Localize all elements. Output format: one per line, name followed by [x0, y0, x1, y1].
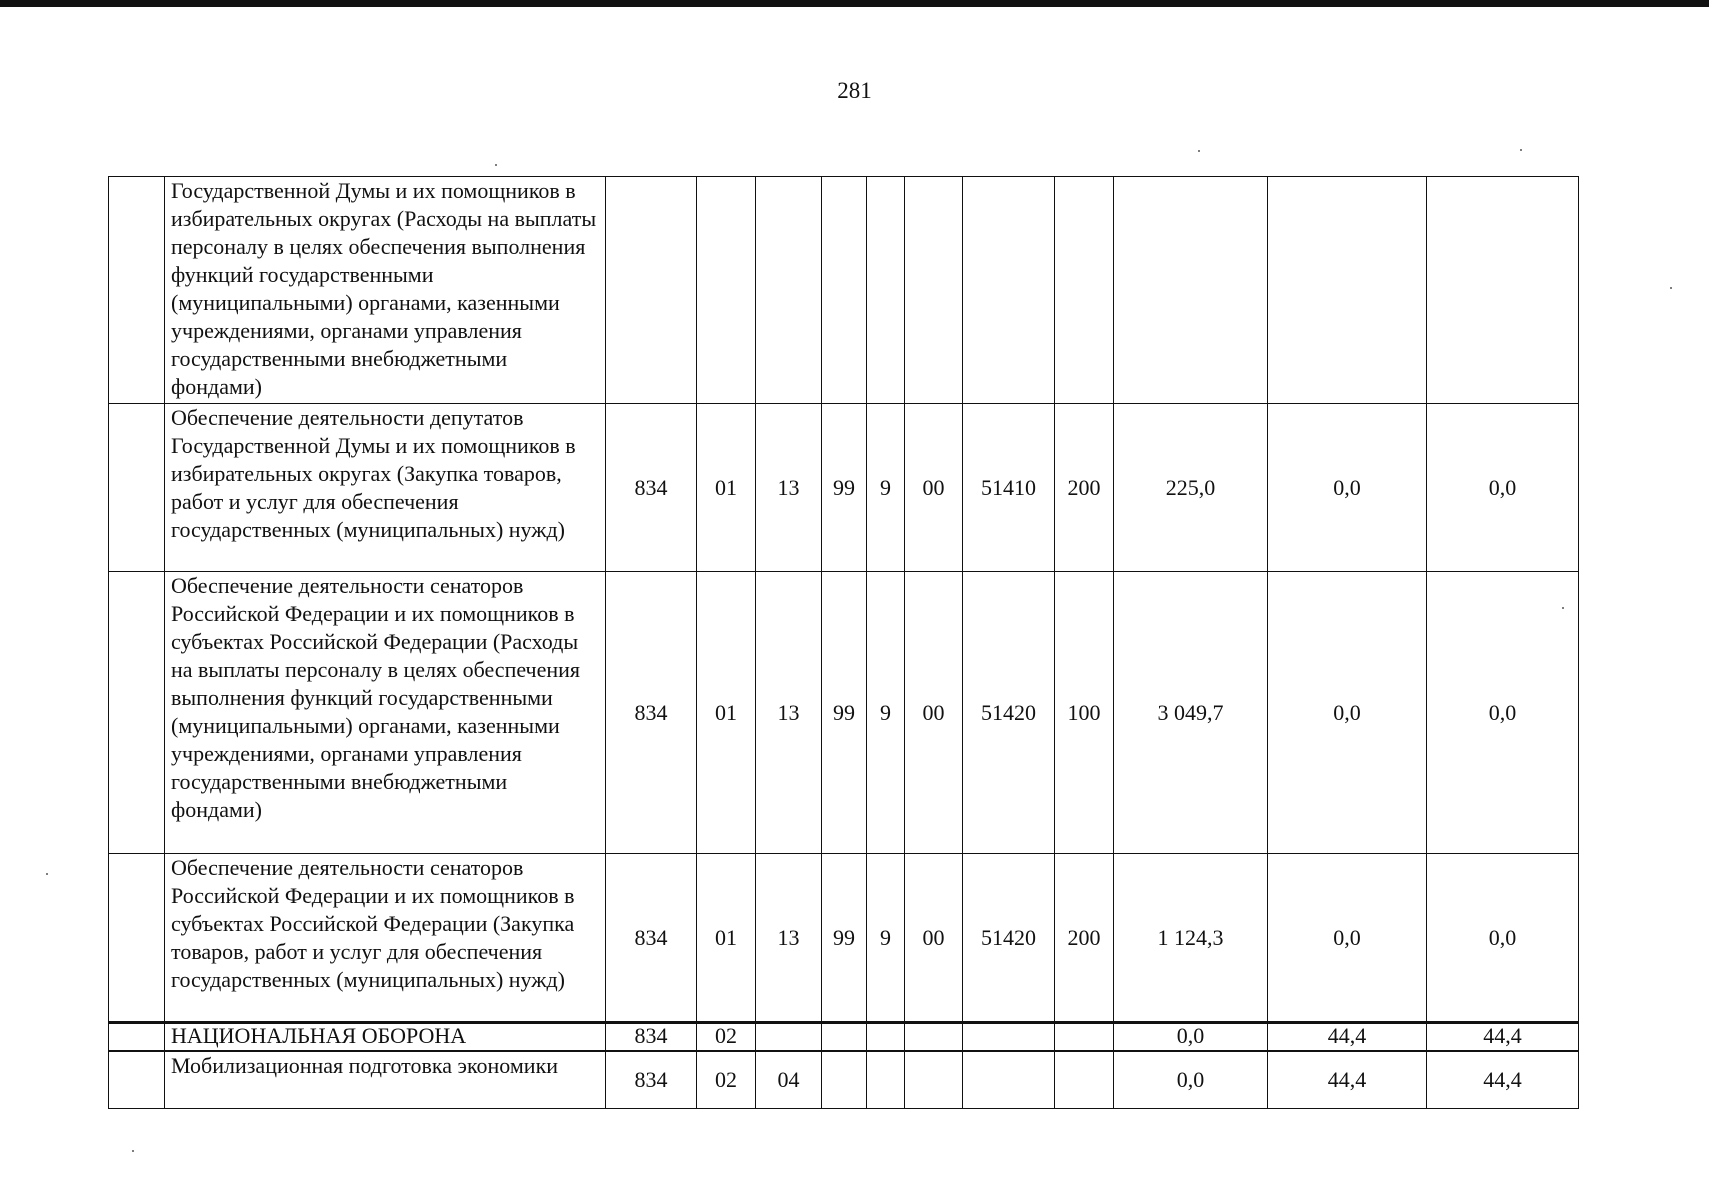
rz-cell: 01 — [697, 404, 756, 572]
pr-cell: 13 — [756, 572, 822, 854]
sum-year3-cell: 0,0 — [1427, 854, 1579, 1023]
csr-program-cell: 99 — [822, 854, 867, 1023]
ved-cell: 834 — [606, 1051, 697, 1109]
sum-year3-cell: 0,0 — [1427, 404, 1579, 572]
vr-cell: 100 — [1055, 572, 1114, 854]
csr-program-cell — [822, 1023, 867, 1051]
table-row — [109, 1023, 1579, 1051]
rz-cell: 02 — [697, 1023, 756, 1051]
sum-year2-cell — [1268, 177, 1427, 404]
sum-year2-cell: 0,0 — [1268, 854, 1427, 1023]
description-cell: Обеспечение деятельности сенаторов Российской Федерации и их помощников в субъектах Российской Федерации (Закупка товаров, работ и услуг для обеспечения государственных (муниципальных) нужд) — [165, 854, 606, 1023]
rz-cell: 01 — [697, 854, 756, 1023]
csr-event-cell: 00 — [905, 854, 963, 1023]
csr-program-cell: 99 — [822, 404, 867, 572]
vr-cell — [1055, 1023, 1114, 1051]
csr-subprogram-cell — [867, 1051, 905, 1109]
sum-year1-cell: 1 124,3 — [1114, 854, 1268, 1023]
ved-cell: 834 — [606, 854, 697, 1023]
sum-year2-cell: 44,4 — [1268, 1023, 1427, 1051]
pr-cell — [756, 1023, 822, 1051]
description-cell: Обеспечение деятельности сенаторов Российской Федерации и их помощников в субъектах Российской Федерации (Расходы на выплаты персоналу в целях обеспечения выполнения функций государственными (муниципальными) органами, казенными учреждениями, органами управления государственными внебюджетными фондами) — [165, 572, 606, 854]
pr-cell: 13 — [756, 854, 822, 1023]
csr-event-cell — [905, 1023, 963, 1051]
table-row — [109, 404, 1579, 572]
description-cell: НАЦИОНАЛЬНАЯ ОБОРОНА — [165, 1023, 606, 1051]
sum-year3-cell: 44,4 — [1427, 1023, 1579, 1051]
scan-speck — [132, 1150, 134, 1152]
csr-subprogram-cell — [867, 1023, 905, 1051]
sum-year2-cell: 0,0 — [1268, 572, 1427, 854]
scan-speck — [46, 873, 48, 875]
table-row — [109, 1051, 1579, 1109]
table-row — [109, 177, 1579, 404]
rz-cell: 02 — [697, 1051, 756, 1109]
scan-speck — [1198, 150, 1200, 152]
row-index-cell — [109, 1023, 165, 1051]
sum-year3-cell: 44,4 — [1427, 1051, 1579, 1109]
vr-cell — [1055, 1051, 1114, 1109]
row-index-cell — [109, 854, 165, 1023]
pr-cell — [756, 177, 822, 404]
rz-cell — [697, 177, 756, 404]
budget-table — [108, 176, 1579, 1109]
csr-event-cell: 00 — [905, 404, 963, 572]
sum-year2-cell: 44,4 — [1268, 1051, 1427, 1109]
vr-cell: 200 — [1055, 404, 1114, 572]
ved-cell: 834 — [606, 572, 697, 854]
sum-year1-cell: 0,0 — [1114, 1051, 1268, 1109]
csr-subprogram-cell: 9 — [867, 854, 905, 1023]
scan-speck — [1670, 287, 1672, 289]
csr-direction-cell — [963, 1051, 1055, 1109]
vr-cell — [1055, 177, 1114, 404]
csr-program-cell — [822, 177, 867, 404]
pr-cell: 04 — [756, 1051, 822, 1109]
csr-direction-cell: 51420 — [963, 854, 1055, 1023]
page-number: 281 — [837, 78, 872, 103]
csr-event-cell — [905, 177, 963, 404]
row-index-cell — [109, 177, 165, 404]
row-index-cell — [109, 572, 165, 854]
sum-year2-cell: 0,0 — [1268, 404, 1427, 572]
description-cell: Государственной Думы и их помощников в избирательных округах (Расходы на выплаты персоналу в целях обеспечения выполнения функций государственными (муниципальными) органами, казенными учреждениями, органами управления государственными внебюджетными фондами) — [165, 177, 606, 404]
description-cell: Обеспечение деятельности депутатов Государственной Думы и их помощников в избирательных округах (Закупка товаров, работ и услуг для обеспечения государственных (муниципальных) нужд) — [165, 404, 606, 572]
scan-edge — [0, 0, 1709, 7]
csr-program-cell — [822, 1051, 867, 1109]
scan-speck — [495, 164, 497, 166]
sum-year3-cell — [1427, 177, 1579, 404]
sum-year1-cell: 3 049,7 — [1114, 572, 1268, 854]
csr-event-cell — [905, 1051, 963, 1109]
csr-subprogram-cell: 9 — [867, 572, 905, 854]
rz-cell: 01 — [697, 572, 756, 854]
vr-cell: 200 — [1055, 854, 1114, 1023]
ved-cell: 834 — [606, 404, 697, 572]
csr-subprogram-cell: 9 — [867, 404, 905, 572]
ved-cell — [606, 177, 697, 404]
csr-program-cell: 99 — [822, 572, 867, 854]
row-index-cell — [109, 1051, 165, 1109]
sum-year3-cell: 0,0 — [1427, 572, 1579, 854]
csr-subprogram-cell — [867, 177, 905, 404]
table-row — [109, 572, 1579, 854]
sum-year1-cell: 225,0 — [1114, 404, 1268, 572]
csr-direction-cell: 51410 — [963, 404, 1055, 572]
csr-direction-cell — [963, 177, 1055, 404]
row-index-cell — [109, 404, 165, 572]
csr-event-cell: 00 — [905, 572, 963, 854]
ved-cell: 834 — [606, 1023, 697, 1051]
scan-speck — [1520, 149, 1522, 151]
sum-year1-cell — [1114, 177, 1268, 404]
table-row — [109, 854, 1579, 1023]
csr-direction-cell: 51420 — [963, 572, 1055, 854]
csr-direction-cell — [963, 1023, 1055, 1051]
pr-cell: 13 — [756, 404, 822, 572]
description-cell: Мобилизационная подготовка экономики — [165, 1051, 606, 1109]
sum-year1-cell: 0,0 — [1114, 1023, 1268, 1051]
